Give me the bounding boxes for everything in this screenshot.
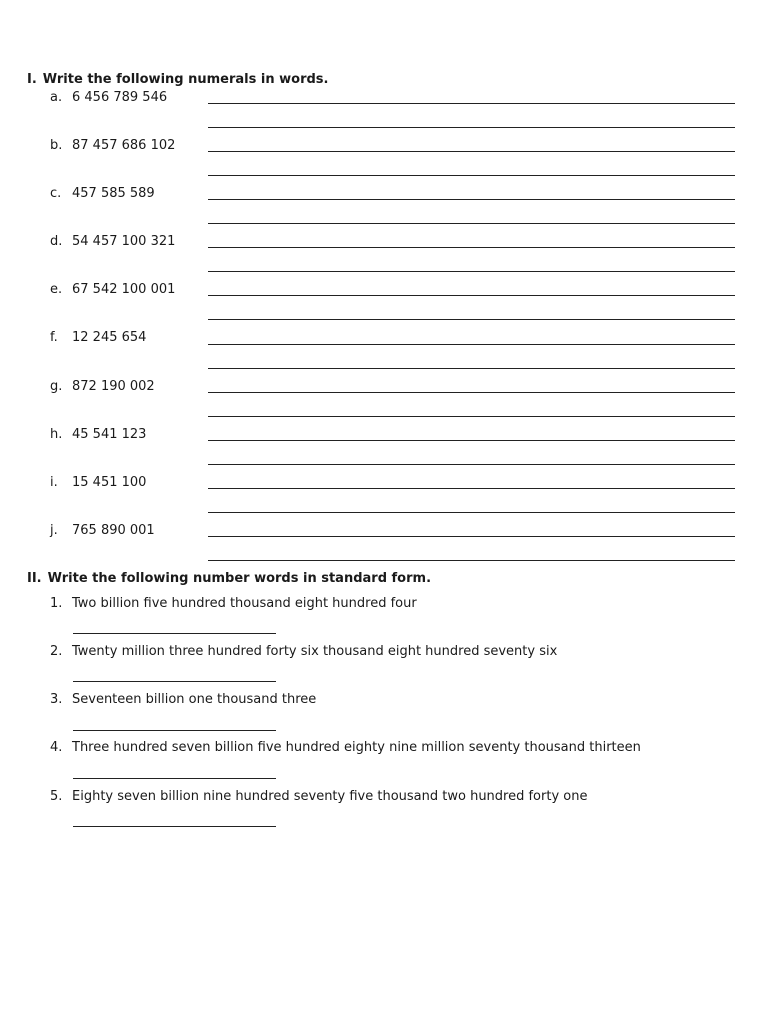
item-numeral: 15 451 100 — [72, 475, 147, 490]
word-item-1 — [50, 595, 417, 613]
answer-line[interactable] — [208, 560, 735, 561]
item-numeral: 45 541 123 — [72, 427, 147, 442]
answer-line[interactable] — [208, 151, 735, 152]
item-letter: f. — [50, 330, 58, 345]
numeral-item-j — [50, 522, 155, 540]
section-2-title: Write the following number words in standard form. — [47, 571, 432, 586]
item-words: Eighty seven billion nine hundred seventy five thousand two hundred forty one — [72, 789, 588, 804]
numeral-item-e — [50, 281, 175, 299]
answer-line[interactable] — [208, 512, 735, 513]
answer-line[interactable] — [208, 392, 735, 393]
word-item-4 — [50, 739, 641, 757]
word-item-5 — [50, 788, 587, 806]
answer-line[interactable] — [208, 199, 735, 200]
numeral-item-c — [50, 185, 155, 203]
item-numeral: 872 190 002 — [72, 379, 155, 394]
numeral-item-f — [50, 329, 146, 347]
item-letter: i. — [50, 475, 58, 490]
item-numeral: 87 457 686 102 — [72, 138, 176, 153]
answer-line[interactable] — [208, 103, 735, 104]
numeral-item-d — [50, 233, 175, 251]
answer-line[interactable] — [208, 344, 735, 345]
word-item-3 — [50, 691, 316, 709]
item-words: Seventeen billion one thousand three — [72, 692, 317, 707]
item-letter: a. — [50, 90, 63, 105]
item-numeral: 12 245 654 — [72, 330, 147, 345]
item-number: 5. — [50, 789, 63, 804]
answer-line[interactable] — [208, 368, 735, 369]
item-letter: c. — [50, 186, 62, 201]
answer-line[interactable] — [73, 826, 276, 827]
word-item-2 — [50, 643, 557, 661]
answer-line[interactable] — [73, 633, 276, 634]
answer-line[interactable] — [73, 730, 276, 731]
answer-line[interactable] — [208, 488, 735, 489]
item-letter: e. — [50, 282, 63, 297]
section-2-heading — [27, 571, 431, 586]
item-numeral: 67 542 100 001 — [72, 282, 176, 297]
item-numeral: 765 890 001 — [72, 523, 155, 538]
section-1-title: Write the following numerals in words. — [42, 72, 329, 87]
item-numeral: 457 585 589 — [72, 186, 155, 201]
answer-line[interactable] — [208, 440, 735, 441]
answer-line[interactable] — [208, 319, 735, 320]
answer-line[interactable] — [73, 778, 276, 779]
numeral-item-g — [50, 378, 155, 396]
section-2-roman: II. — [27, 571, 42, 586]
section-1-roman: I. — [27, 72, 37, 87]
item-letter: b. — [50, 138, 63, 153]
item-letter: j. — [50, 523, 58, 538]
item-words: Three hundred seven billion five hundred eighty nine million seventy thousand thirteen — [72, 740, 641, 755]
item-words: Two billion five hundred thousand eight hundred four — [72, 596, 417, 611]
answer-line[interactable] — [208, 536, 735, 537]
answer-line[interactable] — [208, 271, 735, 272]
answer-line[interactable] — [208, 464, 735, 465]
item-number: 4. — [50, 740, 63, 755]
answer-line[interactable] — [208, 175, 735, 176]
numeral-item-b — [50, 137, 175, 155]
answer-line[interactable] — [208, 247, 735, 248]
item-numeral: 6 456 789 546 — [72, 90, 168, 105]
numeral-item-a — [50, 89, 167, 107]
item-letter: h. — [50, 427, 63, 442]
item-letter: g. — [50, 379, 63, 394]
item-number: 1. — [50, 596, 63, 611]
answer-line[interactable] — [73, 681, 276, 682]
item-words: Twenty million three hundred forty six thousand eight hundred seventy six — [72, 644, 558, 659]
answer-line[interactable] — [208, 416, 735, 417]
item-number: 3. — [50, 692, 63, 707]
answer-line[interactable] — [208, 223, 735, 224]
section-1-heading — [27, 72, 328, 87]
item-letter: d. — [50, 234, 63, 249]
answer-line[interactable] — [208, 127, 735, 128]
numeral-item-h — [50, 426, 146, 444]
item-numeral: 54 457 100 321 — [72, 234, 176, 249]
answer-line[interactable] — [208, 295, 735, 296]
item-number: 2. — [50, 644, 63, 659]
numeral-item-i — [50, 474, 146, 492]
